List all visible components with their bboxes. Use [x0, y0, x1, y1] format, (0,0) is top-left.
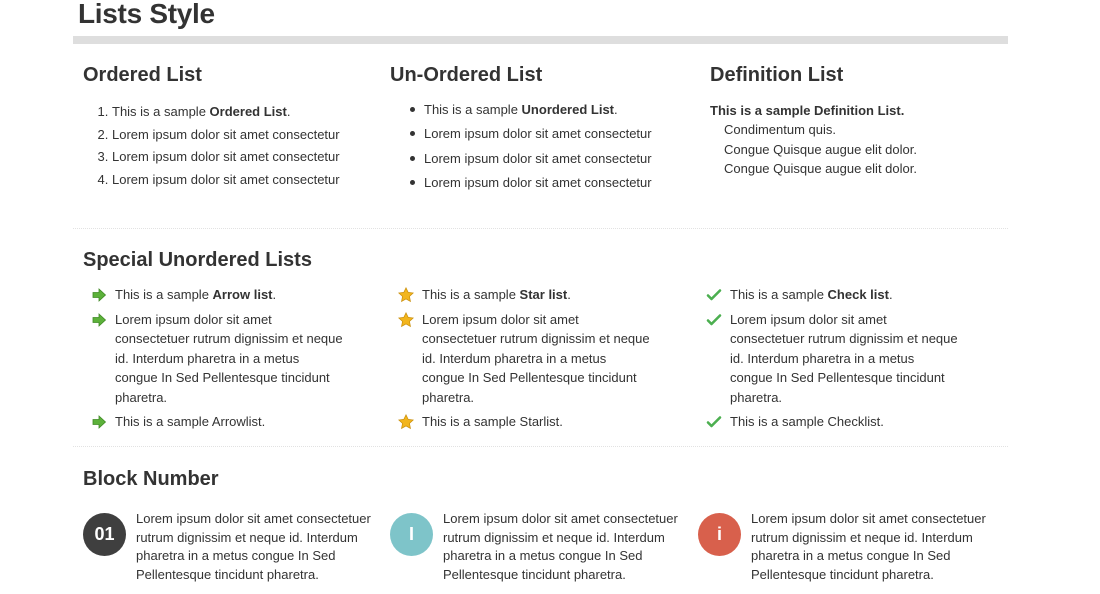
- bullet-icon: [410, 156, 415, 161]
- list-item: Lorem ipsum dolor sit amet consectetur: [424, 147, 652, 171]
- unordered-list-heading: Un-Ordered List: [390, 64, 543, 86]
- list-item: This is a sample Checklist.: [698, 412, 958, 432]
- list-item: This is a sample Starlist.: [390, 412, 650, 432]
- block-text: Lorem ipsum dolor sit amet consectetuer rutrum dignissim et neque id. Interdum pharetra in a metus congue In Sed Pellentesque tincidunt pharetra.: [443, 511, 678, 582]
- number-badge: 01: [83, 513, 126, 556]
- list-item: 4. Lorem ipsum dolor sit amet consectetur: [112, 169, 340, 192]
- check-icon: [706, 312, 722, 328]
- arrow-right-icon: [91, 414, 107, 430]
- star-icon: [398, 414, 414, 430]
- list-item: This is a sample Unordered List.: [424, 98, 652, 122]
- block-text: Lorem ipsum dolor sit amet consectetuer rutrum dignissim et neque id. Interdum pharetra in a metus congue In Sed Pellentesque tincidunt pharetra.: [136, 511, 371, 582]
- definition-list-heading: Definition List: [710, 64, 844, 86]
- special-lists-heading: Special Unordered Lists: [83, 249, 312, 271]
- definition-description: Condimentum quis.: [724, 122, 836, 137]
- arrow-right-icon: [91, 312, 107, 328]
- bullet-icon: [410, 180, 415, 185]
- definition-description: Congue Quisque augue elit dolor.: [724, 161, 917, 176]
- check-icon: [706, 287, 722, 303]
- block-text: Lorem ipsum dolor sit amet consectetuer rutrum dignissim et neque id. Interdum pharetra in a metus congue In Sed Pellentesque tincidunt pharetra.: [751, 511, 986, 582]
- list-item: This is a sample Star list.: [390, 285, 650, 305]
- list-item: 2. Lorem ipsum dolor sit amet consectetur: [112, 124, 340, 147]
- list-item: This is a sample Check list.: [698, 285, 958, 305]
- star-icon: [398, 312, 414, 328]
- unordered-list: [390, 98, 652, 195]
- bullet-icon: [410, 107, 415, 112]
- check-list: [698, 285, 958, 437]
- ordered-list-heading: Ordered List: [83, 64, 202, 86]
- number-badge: I: [390, 513, 433, 556]
- list-item: Lorem ipsum dolor sit amet consectetur: [424, 122, 652, 146]
- number-badge: i: [698, 513, 741, 556]
- ordered-list: [83, 101, 340, 191]
- section-divider: [73, 446, 1008, 447]
- list-item: 1. This is a sample Ordered List.: [112, 101, 340, 124]
- block-number-heading: Block Number: [83, 468, 219, 490]
- star-list: [390, 285, 650, 437]
- definition-list: [710, 101, 917, 179]
- list-item: Lorem ipsum dolor sit amet consectetuer rutrum dignissim et neque id. Interdum pharetra in a metus congue In Sed Pellentesque tincidunt pharetra.: [698, 310, 958, 408]
- list-item: 3. Lorem ipsum dolor sit amet consectetur: [112, 146, 340, 169]
- list-item: This is a sample Arrowlist.: [83, 412, 343, 432]
- list-item: Lorem ipsum dolor sit amet consectetuer rutrum dignissim et neque id. Interdum pharetra in a metus congue In Sed Pellentesque tincidunt pharetra.: [83, 310, 343, 408]
- list-item: This is a sample Arrow list.: [83, 285, 343, 305]
- arrow-list: [83, 285, 343, 437]
- list-item: Lorem ipsum dolor sit amet consectetuer rutrum dignissim et neque id. Interdum pharetra in a metus congue In Sed Pellentesque tincidunt pharetra.: [390, 310, 650, 408]
- definition-description: Congue Quisque augue elit dolor.: [724, 141, 917, 157]
- arrow-right-icon: [91, 287, 107, 303]
- check-icon: [706, 414, 722, 430]
- list-item: Lorem ipsum dolor sit amet consectetur: [424, 171, 652, 195]
- bullet-icon: [410, 131, 415, 136]
- star-icon: [398, 287, 414, 303]
- page-title: Lists Style: [78, 0, 215, 29]
- title-rule: [73, 36, 1008, 44]
- definition-term: This is a sample Definition List.: [710, 103, 905, 118]
- section-divider: [73, 228, 1008, 229]
